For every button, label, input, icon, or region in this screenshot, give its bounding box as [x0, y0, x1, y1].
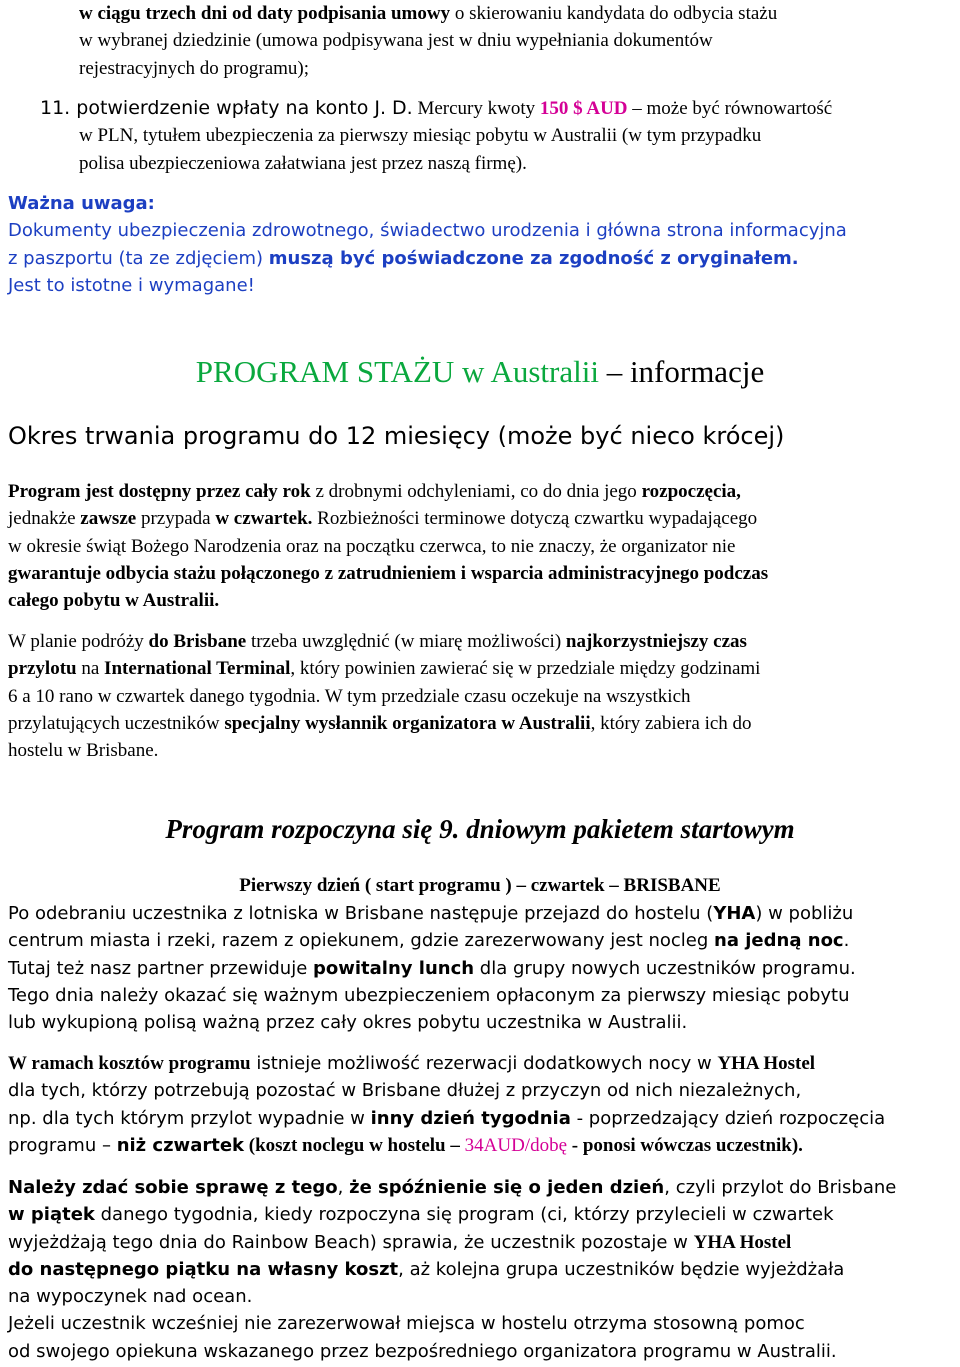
title-rest: informacje — [629, 354, 765, 389]
bold-text: Należy zdać sobie sprawę z tego — [8, 1177, 338, 1198]
text: programu – — [8, 1134, 117, 1156]
item-11-line: polisa ubezpieczeniowa załatwiana jest przez naszą firmę). — [79, 152, 527, 174]
text: ) w pobliżu — [755, 903, 854, 924]
text: potwierdzenie wpłaty na konto J. D. — [70, 97, 413, 119]
bold-text: do Brisbane — [148, 631, 247, 652]
bold-text: na jedną noc — [714, 930, 844, 952]
text: z paszportu (ta ze zdjęciem) — [8, 247, 269, 269]
additional-nights-paragraph — [8, 1050, 960, 1159]
bold-text: (koszt noclegu w hostelu – — [244, 1134, 465, 1156]
text: jednakże — [8, 508, 81, 530]
requirement-line: rejestracyjnych do programu); — [79, 57, 310, 79]
bold-line: całego pobytu w Australii. — [8, 590, 220, 612]
bold-text: W ramach kosztów programu — [8, 1053, 251, 1074]
text: wyjeżdżają tego dnia do Rainbow Beach) sprawia, że uczestnik pozostaje w — [8, 1231, 694, 1253]
note-line — [8, 245, 958, 272]
item-11-line: w PLN, tytułem ubezpieczenia za pierwszy miesiąc pobytu w Australii (w tym przypadku — [79, 125, 762, 147]
bold-text: YHA — [713, 903, 756, 924]
text: na — [76, 658, 105, 680]
bold-text: inny dzień tygodnia — [370, 1107, 571, 1129]
bold-text: że spóźnienie się o jeden dzień — [349, 1177, 665, 1198]
note-emphasis: muszą być poświadczone za zgodność z oryginałem. — [268, 247, 799, 269]
text-line: lub wykupioną polisą ważną przez cały okres pobytu uczestnika w Australii. — [8, 1012, 688, 1034]
text: , — [337, 1177, 350, 1198]
bold-text: przylotu — [8, 658, 77, 680]
hostel-price: 34AUD/dobę — [464, 1134, 568, 1156]
text: danego tygodnia, kiedy rozpoczyna się program (ci, którzy przylecieli w czwartek — [94, 1204, 834, 1226]
text: , czyli przylot do Brisbane — [664, 1177, 897, 1198]
text: przylatujących uczestników — [8, 712, 225, 734]
text: Mercury kwoty — [412, 98, 540, 119]
text: z drobnymi odchyleniami, co do dnia jego — [310, 481, 642, 502]
text: - poprzedzający dzień rozpoczęcia — [570, 1107, 886, 1129]
bold-text: zawsze — [80, 508, 137, 530]
note-line: Dokumenty ubezpieczenia zdrowotnego, świadectwo urodzenia i główna strona informacyjna — [8, 220, 847, 242]
text-line: od swojego opiekuna wskazanego przez bezpośredniego organizatora programu w Australii. — [8, 1340, 837, 1362]
bold-text: YHA Hostel — [693, 1231, 792, 1253]
bold-text: YHA Hostel — [717, 1053, 816, 1074]
bold-text: International Terminal — [104, 658, 291, 680]
page-title — [0, 352, 960, 392]
bold-text: Program jest dostępny przez cały rok — [8, 481, 311, 502]
text: W planie podróży — [8, 631, 149, 652]
text-line: Tego dnia należy okazać się ważnym ubezpieczeniem opłaconym za pierwszy miesiąc pobytu — [8, 984, 850, 1006]
brisbane-travel-paragraph — [8, 628, 958, 764]
bold-line: gwarantuje odbycia stażu połączonego z zatrudnieniem i wsparcia administracyjnego podczas — [8, 562, 769, 584]
list-number: 11. — [40, 97, 71, 119]
text-line: w okresie świąt Bożego Narodzenia oraz na początku czerwca, to nie znaczy, że organizator nie — [8, 535, 736, 557]
text: przypada — [136, 508, 216, 530]
bold-text: specjalny wysłannik organizatora w Australii — [224, 712, 591, 734]
text: , który zabiera ich do — [590, 712, 752, 734]
text: centrum miasta i rzeki, razem z opiekunem, gdzie zarezerwowany jest nocleg — [8, 930, 715, 952]
text: o skierowaniu kandydata do odbycia stażu — [450, 3, 778, 24]
title-green: PROGRAM STAŻU w Australii — [195, 354, 599, 389]
text: . — [843, 930, 850, 952]
text-line: 6 a 10 rano w czwartek danego tygodnia. W tym przedziale czasu oczekuje na wszystkich — [8, 685, 691, 707]
day-one-heading: Pierwszy dzień ( start programu ) – czwartek – BRISBANE — [239, 875, 721, 896]
note-heading: Ważna uwaga: — [8, 193, 155, 214]
text-line: hostelu w Brisbane. — [8, 740, 159, 762]
bold-text: rozpoczęcia, — [641, 481, 741, 502]
bold-text: niż czwartek — [116, 1134, 244, 1156]
requirements-continuation — [79, 0, 959, 82]
text: dla grupy nowych uczestników programu. — [474, 957, 856, 979]
text: np. dla tych którym przylot wypadnie w — [8, 1107, 371, 1129]
payment-amount: 150 $ AUD — [539, 98, 628, 119]
bold-text: w czwartek. — [215, 508, 313, 530]
section-subtitle: Program rozpoczyna się 9. dniowym pakietem startowym — [165, 814, 795, 844]
bold-text: powitalny lunch — [313, 957, 475, 979]
text-line: Jeżeli uczestnik wcześniej nie zarezerwował miejsca w hostelu otrzyma stosowną pomoc — [8, 1313, 805, 1335]
note-line: Jest to istotne i wymagane! — [8, 274, 255, 296]
deadline-bold: w ciągu trzech dni od daty podpisania umowy — [79, 3, 451, 24]
item-11-line1 — [40, 95, 960, 122]
requirement-line — [79, 0, 959, 27]
text: Tutaj też nasz partner przewiduje — [8, 957, 313, 979]
bold-text: - ponosi wówczas uczestnik). — [567, 1134, 803, 1156]
program-availability-paragraph — [8, 478, 958, 614]
title-dash: – — [598, 354, 630, 389]
late-arrival-paragraph — [8, 1174, 958, 1365]
text: istnieje możliwość rezerwacji dodatkowych nocy w — [250, 1053, 718, 1074]
text-line: dla tych, którzy potrzebują pozostać w Brisbane dłużej z przyczyn od nich niezależnych, — [8, 1080, 802, 1102]
important-note — [8, 190, 958, 299]
day-one-paragraph — [8, 900, 958, 1036]
text: , aż kolejna grupa uczestników będzie wyjeżdżała — [398, 1258, 845, 1280]
requirement-line: w wybranej dziedzinie (umowa podpisywana jest w dniu wypełniania dokumentów — [79, 30, 713, 52]
text: Po odebraniu uczestnika z lotniska w Brisbane następuje przejazd do hostelu ( — [8, 903, 714, 924]
bold-text: do następnego piątku na własny koszt — [8, 1258, 399, 1280]
text: – może być równowartość — [627, 98, 833, 119]
bold-text: w piątek — [8, 1204, 95, 1226]
text: , który powinien zawierać się w przedziale między godzinami — [290, 658, 761, 680]
text: trzeba uwzględnić (w miarę możliwości) — [246, 631, 566, 652]
list-item-11 — [40, 95, 960, 177]
text-line: na wypoczynek nad ocean. — [8, 1286, 253, 1308]
text: Rozbieżności terminowe dotyczą czwartku wypadającego — [312, 508, 758, 530]
bold-text: najkorzystniejszy czas — [565, 631, 747, 652]
program-duration: Okres trwania programu do 12 miesięcy (może być nieco krócej) — [8, 422, 785, 450]
